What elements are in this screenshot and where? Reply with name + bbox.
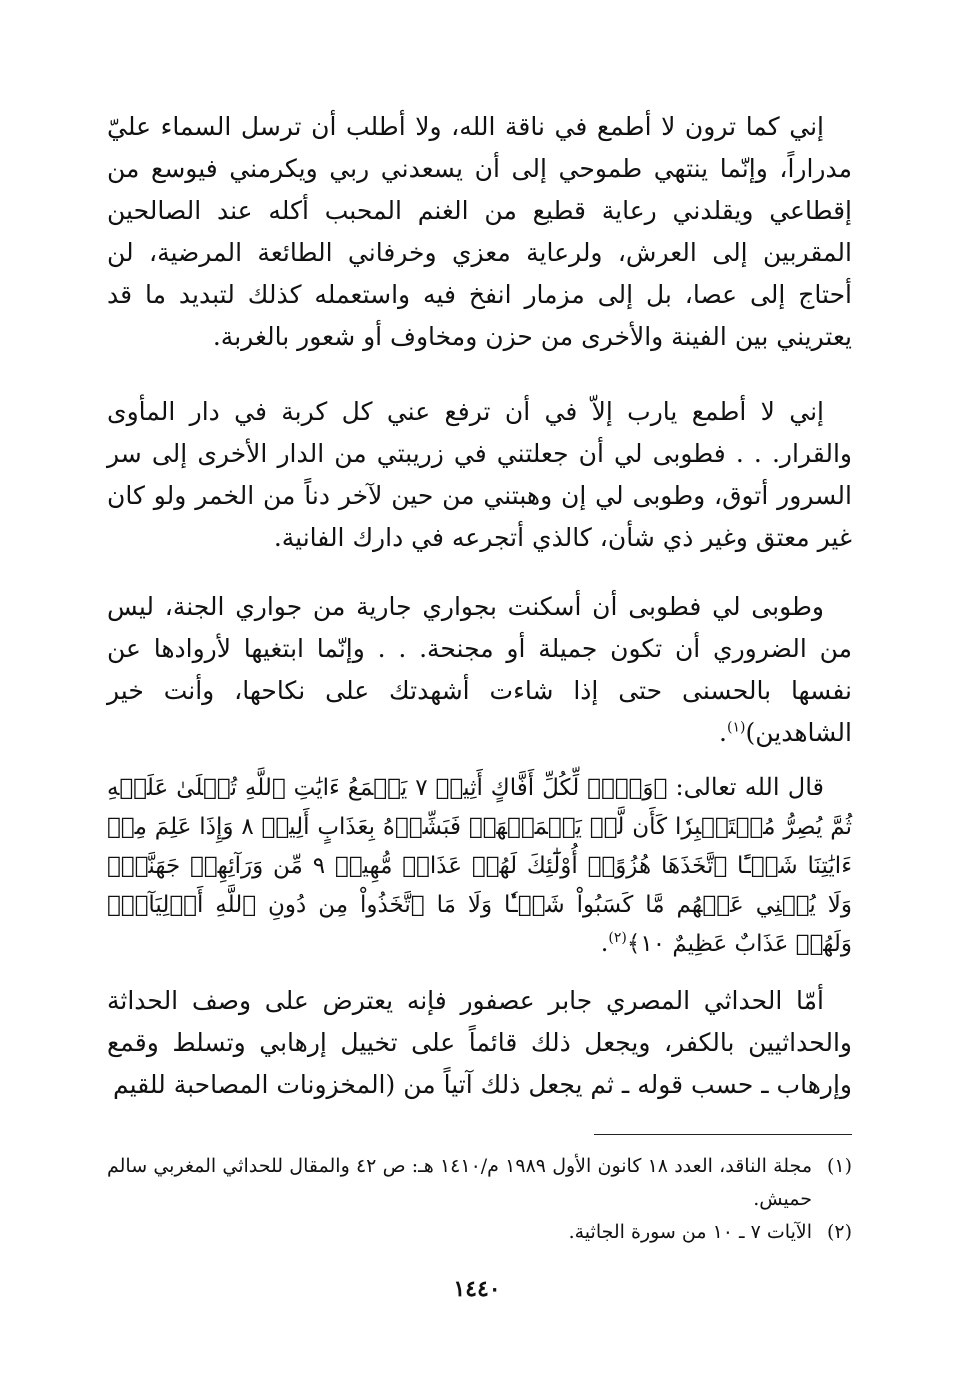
footnote-1-text: مجلة الناقد، العدد ١٨ كانون الأول ١٩٨٩ م/١٤١٠ هـ: ص ٤٢ والمقال للحداثي المغربي سالم حميش. — [107, 1155, 812, 1210]
paragraph-3-end: . — [719, 718, 727, 747]
quran-intro: قال الله تعالى: — [667, 773, 825, 801]
footnotes — [107, 1150, 852, 1249]
footnote-1 — [107, 1150, 852, 1216]
paragraph-2-text: إني لا أطمع يارب إلاّ في أن ترفع عني كل كربة في دار المأوى والقرار. . . فطوبى لي أن جعلتني في زريبتي من الدار الأخرى إلى سر السرور أتوق، وطوبى لي إن وهبتني من حين لآخر دناً من الخمر ولو كان غير معتق وغير ذي شأن، كالذي أتجرعه في دارك الفانية. — [107, 397, 852, 552]
quran-end: . — [600, 929, 609, 957]
paragraph-3 — [107, 586, 852, 754]
paragraph-3-text: وطوبى لي فطوبى أن أسكنت بجواري جارية من جواري الجنة، ليس من الضروري أن تكون جميلة أو مجنحة. . . وإنّما ابتغيها لأروادها عن نفسها بالحسنى حتى إذا شاءت أشهدتك على نكاحها، وأنت خير الشاهدين) — [107, 592, 852, 747]
paragraph-1-text: إني كما ترون لا أطمع في ناقة الله، ولا أطلب أن ترسل السماء عليّ مدراراً، وإنّما ينتهي طموحي إلى أن يسعدني ربي ويكرمني فيوسع من إقطاعي ويقلدني رعاية قطيع من الغنم المحبب أكله عند الصالحين المقربين إلى العرش، ولرعاية معزي وخرفاني الطائعة المرضية، لن أحتاج إلى عصا، بل إلى مزمار انفخ فيه واستعمله كذلك لتبديد ما قد يعتريني بين الفينة والأخرى من حزن ومخاوف أو شعور بالغربة. — [107, 112, 852, 351]
quran-verses: ﴿وَيۡلٞ لِّكُلِّ أَفَّاكٍ أَثِيمٖ ٧ يَسۡمَعُ ءَايَٰتِ ٱللَّهِ تُتۡلَىٰ عَلَيۡهِ ثُمَّ يُصِرُّ مُسۡتَكۡبِرٗا كَأَن لَّمۡ يَسۡمَعۡهَاۖ فَبَشِّرۡهُ بِعَذَابٍ أَلِيمٖ ٨ وَإِذَا عَلِمَ مِنۡ ءَايَٰتِنَا شَيۡـًٔا ٱتَّخَذَهَا هُزُوًاۚ أُوْلَٰٓئِكَ لَهُمۡ عَذَابٞ مُّهِينٞ ٩ مِّن وَرَآئِهِمۡ جَهَنَّمُۖ وَلَا يُغۡنِي عَنۡهُم مَّا كَسَبُواْ شَيۡـٔٗا وَلَا مَا ٱتَّخَذُواْ مِن دُونِ ٱللَّهِ أَوۡلِيَآءَۖ وَلَهُمۡ عَذَابٌ عَظِيمٌ ١٠﴾ — [107, 775, 853, 957]
quran-quote-paragraph — [107, 768, 852, 963]
footnote-1-number: (١) — [826, 1155, 852, 1177]
footnote-2-number: (٢) — [826, 1221, 852, 1243]
footnote-separator — [594, 1134, 852, 1135]
paragraph-2 — [107, 391, 852, 559]
paragraph-5-text: أمّا الحداثي المصري جابر عصفور فإنه يعترض على وصف الحداثة والحداثيين بالكفر، ويجعل ذلك قائماً على تخييل إرهابي وتسلط وقمع وإرهاب ـ حسب قوله ـ ثم يجعل ذلك آتياً من (المخزونات المصاحبة للقيم — [107, 986, 852, 1099]
footnote-ref-2: (٢) — [608, 930, 627, 946]
paragraph-1 — [107, 106, 852, 358]
footnote-ref-1: (١) — [727, 719, 746, 736]
footnote-2 — [107, 1216, 852, 1249]
page-number: ١٤٤٠ — [453, 1276, 501, 1302]
footnote-2-text: الآيات ٧ ـ ١٠ من سورة الجاثية. — [568, 1221, 812, 1243]
paragraph-5 — [107, 980, 852, 1106]
